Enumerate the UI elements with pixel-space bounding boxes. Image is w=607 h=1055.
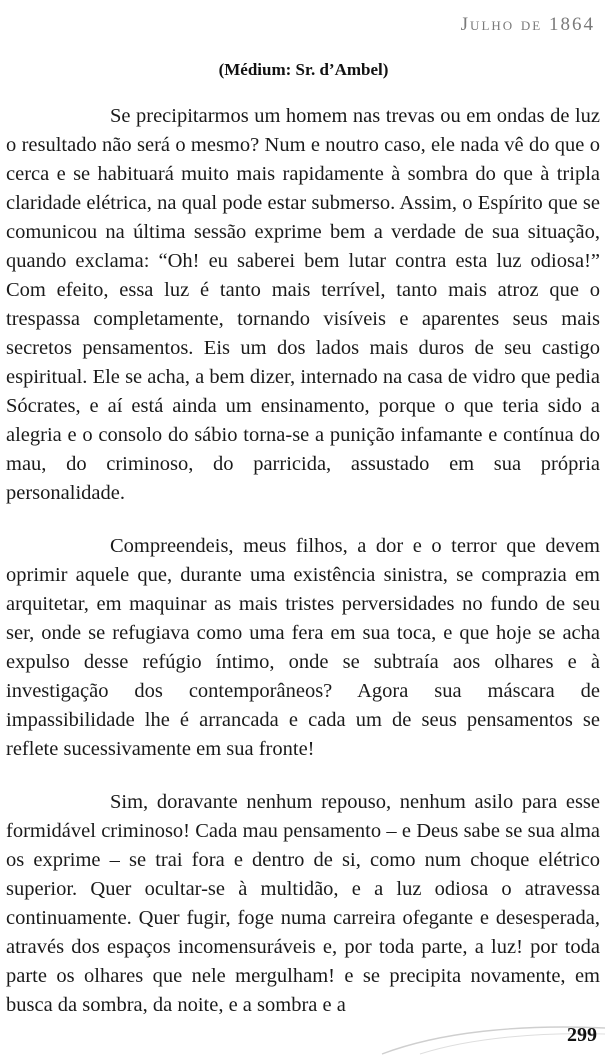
page-number: 299 [567, 1024, 597, 1046]
medium-attribution: (Médium: Sr. d’Ambel) [218, 60, 389, 79]
paragraph-1: Se precipitarmos um homem nas trevas ou em ondas de luz o resultado não será o mesmo? Num e noutro caso, ele nada vê do que o cerca e se habituará muito mais rapidamente à sombra do que à tripla claridade elétrica, na qual pode estar submerso. Assim, o Espírito que se comunicou na última sessão exprime bem a verdade de sua situação, quando exclama: “Oh! eu saberei bem lutar contra esta luz odiosa!” Com efeito, essa luz é tanto mais terrível, tanto mais atroz que o trespassa completamente, tornando visíveis e aparentes seus mais secretos pensamentos. Eis um dos lados mais duros de seu castigo espiritual. Ele se acha, a bem dizer, internado na casa de vidro que pedia Sócrates, e aí está ainda um ensinamento, porque o que teria sido a alegria e o consolo do sábio torna-se a punição infamante e contínua do mau, do criminoso, do parricida, assustado em sua própria personalidade. [6, 105, 600, 504]
paragraph-3: Sim, doravante nenhum repouso, nenhum asilo para esse formidável criminoso! Cada mau pensamento – e Deus sabe se sua alma os exprime – se trai fora e dentro de si, como num choque elétrico superior. Quer ocultar-se à multidão, e a luz odiosa o atravessa continuamente. Quer fugir, foge numa carreira ofegante e desesperada, através dos espaços incomensuráveis e, por toda parte, a luz! por toda parte os olhares que nele mergulham! e se precipita novamente, em busca da sombra, da noite, e a sombra e a [6, 791, 600, 1016]
paragraph-2: Compreendeis, meus filhos, a dor e o terror que devem oprimir aquele que, durante uma existência sinistra, se comprazia em arquitetar, em maquinar as mais tristes perversidades no fundo de seu ser, onde se refugiava como uma fera em sua toca, e que hoje se acha expulso desse refúgio íntimo, onde se subtraía aos olhares e à investigação dos contemporâneos? Agora sua máscara de impassibilidade lhe é arrancada e cada um de seus pensamentos se reflete sucessivamente em sua fronte! [6, 535, 600, 760]
running-head: Julho de 1864 [460, 14, 595, 35]
body-text [6, 102, 600, 1044]
